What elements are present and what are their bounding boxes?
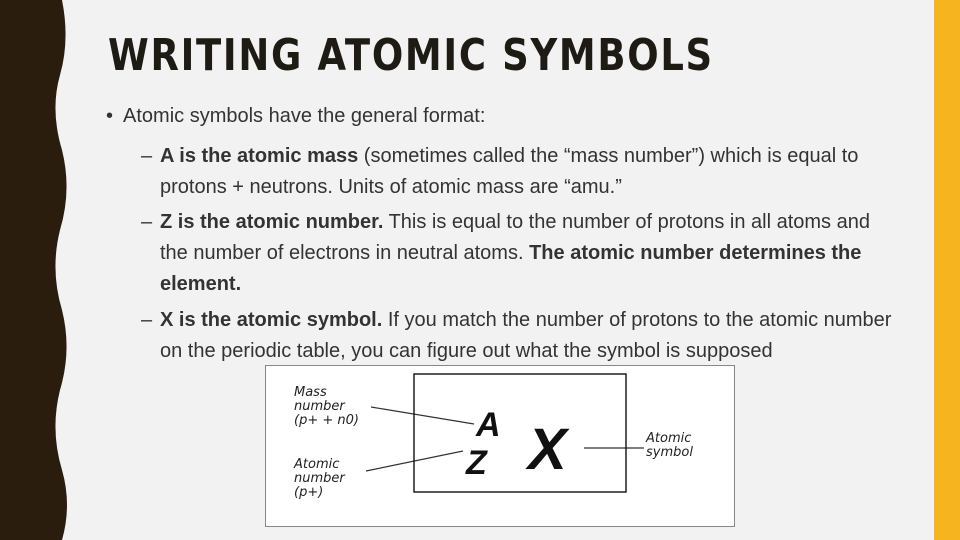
subpoint-bold: Z is the atomic number.	[160, 211, 384, 233]
dash-marker: –	[141, 145, 153, 167]
atomic-symbol-diagram	[265, 365, 735, 527]
subpoint-bold: A is the atomic mass	[160, 145, 359, 167]
symbol-X: X	[528, 417, 567, 482]
accent-bar	[934, 0, 960, 540]
main-bullet	[106, 105, 485, 128]
subpoint-mass-number	[141, 141, 901, 203]
subpoint-atomic-number	[141, 207, 901, 300]
mass-number-label: Mass number (p+ + n0)	[294, 385, 359, 428]
atomic-number-label: Atomic number (p+)	[294, 457, 345, 500]
symbol-Z: Z	[466, 444, 487, 482]
subpoint-bold: X is the atomic symbol.	[160, 309, 383, 331]
bullet-dot: •	[106, 105, 114, 127]
mass-pointer-line	[371, 407, 474, 424]
slide-title: WRITING ATOMIC SYMBOLS	[108, 30, 714, 81]
subpoint-text: (sometimes called the “mass number”) which is equal to protons + neutrons. Units of atomic mass are “amu.”	[160, 145, 859, 198]
subpoint-bold-end: The atomic number determines the element.	[160, 242, 862, 295]
atomic-symbol-label: Atomic symbol	[646, 431, 693, 460]
subpoint-text: This is equal to the number of protons in all atoms and the number of electrons in neutral atoms.	[160, 211, 870, 264]
decorative-left-band	[0, 0, 74, 540]
dash-marker: –	[141, 309, 153, 331]
symbol-box	[414, 374, 626, 492]
bullet-text: Atomic symbols have the general format:	[123, 105, 486, 127]
subpoint-text: If you match the number of protons to the atomic number on the periodic table, you can figure out what the symbol is supposed	[160, 309, 892, 362]
dash-marker: –	[141, 211, 153, 233]
subpoint-atomic-symbol	[141, 305, 901, 367]
symbol-A: A	[476, 406, 501, 444]
